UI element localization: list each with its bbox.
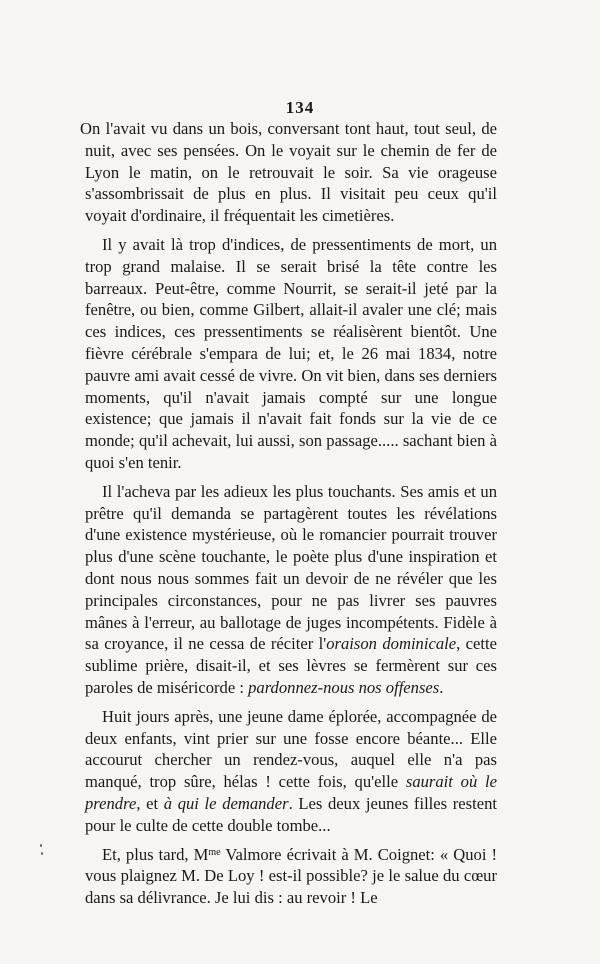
paragraph-text: . Les deux jeunes filles restent pour le culte de cette double tombe... bbox=[85, 793, 498, 835]
paragraph-text: , cette sublime prière, disait-il, et ses lèvres se fermèrent sur ces paroles de miséricorde : bbox=[85, 634, 497, 697]
mme-abbrev bbox=[102, 845, 221, 864]
page-number: 134 bbox=[285, 98, 315, 117]
paragraph-5 bbox=[85, 844, 497, 909]
paragraph-text: Huit jours après, une jeune dame éplorée, accompagnée de deux enfants, vint prier sur une fosse encore béante... Elle accourut chercher un rendez-vous, auquel elle n'a pas manqué, trop sûre, hélas ! cette fois, qu'elle bbox=[85, 706, 497, 792]
paragraph-text: . bbox=[439, 677, 444, 697]
paragraph-1 bbox=[80, 118, 497, 227]
paragraph-text: , et bbox=[136, 793, 164, 813]
paragraph-3 bbox=[85, 481, 497, 699]
paragraph-text: On l'avait vu dans un bois, conversant tont haut, tout seul, de nuit, avec ses pensées. On le voyait sur le chemin de fer de Lyon le matin, on le retrouvait le soir. Sa vie orageuse s'assombrissait de plus en plus. Il visitait peu ceux qu'il voyait d'ordinaire, il fréquentait les cimetières. bbox=[80, 119, 497, 226]
paragraph-text: Il y avait là trop d'indices, de pressentiments de mort, un trop grand malaise. Il se serait brisé la tête contre les barreaux. Peut-être, comme Nourrit, se serait-il jeté par la fenêtre, ou bien, comme Gilbert, allait-il avaler une clé; mais ces indices, ces pressentiments se réalisèrent bientôt. Une fièvre cérébrale s'empara de lui; et, le 26 mai 1834, notre pauvre ami avait cessé de vivre. On vit bien, dans ses derniers moments, qu'il n'avait jamais compté sur une longue existence; que jamais il n'avait fait fonds sur la vie de ce monde; qu'il achevait, lui aussi, son passage..... sachant bien à quoi s'en tenir. bbox=[85, 234, 497, 472]
superscript: me bbox=[208, 846, 221, 858]
italic-phrase: saurait où le prendre bbox=[85, 772, 497, 813]
italic-phrase: oraison dominicale bbox=[326, 634, 457, 654]
paper-speck bbox=[41, 852, 43, 855]
paragraph-4 bbox=[85, 706, 497, 837]
body-text bbox=[80, 118, 498, 909]
paragraph-text: Il l'acheva par les adieux les plus touchants. Ses amis et un prêtre qu'il demanda se partagèrent toutes les révélations d'une existence mystérieuse, où le romancier pourrait trouver plus d'une scène touchante, le poète plus d'une inspiration et dont nous nous sommes fait un devoir de ne révéler que les principales circonstances, pour ne pas livrer ses pauvres mânes à l'erreur, au ballotage de juges incompétents. Fidèle à sa croyance, il ne cessa de réciter l' bbox=[85, 481, 497, 654]
paragraph-text: Et, plus tard, M bbox=[102, 844, 209, 864]
paragraph-2 bbox=[85, 234, 497, 474]
paragraph-text: Valmore écrivait à M. Coignet: « Quoi ! vous plaignez M. De Loy ! est-il possible? je le salue du cœur dans sa délivrance. Je lui dis : au revoir ! Le bbox=[85, 844, 497, 908]
italic-phrase: à qui le demander bbox=[163, 793, 289, 813]
paper-speck bbox=[40, 844, 42, 847]
italic-phrase: pardonnez-nous nos offenses bbox=[248, 677, 440, 697]
